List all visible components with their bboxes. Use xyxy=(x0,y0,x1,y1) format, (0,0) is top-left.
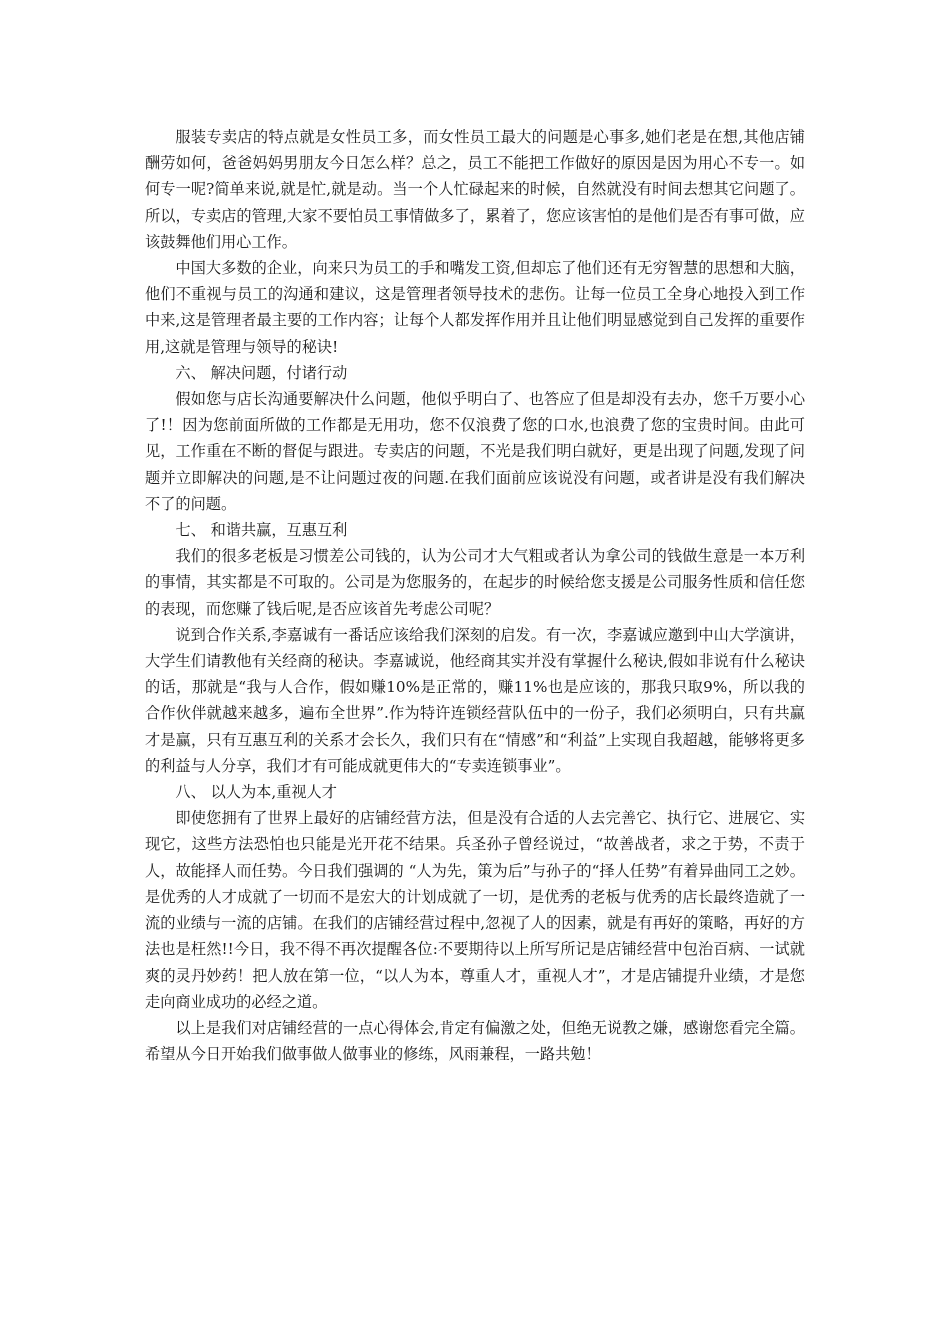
paragraph-company-money: 我们的很多老板是习惯差公司钱的，认为公司才大气粗或者认为拿公司的钱做生意是一本万利的事情，其实都是不可取的。公司是为您服务的，在起步的时候给您支援是公司服务性质和信任您的表现，而您赚了钱后呢,是否应该首先考虑公司呢？ xyxy=(145,547,805,618)
paragraph-conclusion: 以上是我们对店铺经营的一点心得体会,肯定有偏激之处，但绝无说教之嫌，感谢您看完全篇。希望从今日开始我们做事做人做事业的修练，风雨兼程，一路共勉！ xyxy=(145,1018,805,1064)
section-heading-8: 八、 以人为本,重视人才 xyxy=(175,783,337,802)
paragraph-people-first: 即使您拥有了世界上最好的店铺经营方法，但是没有合适的人去完善它、执行它、进展它、实现它，这些方法恐怕也只能是光开花不结果。兵圣孙子曾经说过，“故善战者，求之于势，不责于人，故能择人而任势。今日我们强调的 “人为先，策为后”与孙子的“择人任势”有着异曲同工之妙。是优秀的人才成就了一切而不是宏大的计划成就了一切，是优秀的老板与优秀的店长最终造就了一流的业绩与一流的店铺。在我们的店铺经营过程中,忽视了人的因素，就是有再好的策略，再好的方法也是枉然!!今日，我不得不再次提醒各位:不要期待以上所写所记是店铺经营中包治百病、一试就爽的灵丹妙药！把人放在第一位，“以人为本，尊重人才，重视人才”，才是店铺提升业绩，才是您走向商业成功的必经之道。 xyxy=(145,809,805,1011)
section-heading-6: 六、 解决问题，付诸行动 xyxy=(175,363,348,382)
document-body xyxy=(145,124,805,1067)
section-heading-7: 七、 和谐共赢，互惠互利 xyxy=(175,521,348,540)
paragraph-li-ka-shing: 说到合作关系,李嘉诚有一番话应该给我们深刻的启发。有一次，李嘉诚应邀到中山大学演讲，大学生们请教他有关经商的秘诀。李嘉诚说，他经商其实并没有掌握什么秘诀,假如非说有什么秘诀的话，那就是“我与人合作，假如赚10%是正常的，赚11%也是应该的，那我只取9%，所以我的合作伙伴就越来越多，遍布全世界”.作为特许连锁经营队伍中的一份子，我们必须明白，只有共赢才是赢，只有互惠互利的关系才会长久，我们只有在“情感”和“利益”上实现自我超越，能够将更多的利益与人分享，我们才有可能成就更伟大的“专卖连锁事业”。 xyxy=(145,625,805,775)
paragraph-employee-wisdom: 中国大多数的企业，向来只为员工的手和嘴发工资,但却忘了他们还有无穷智慧的思想和大脑，他们不重视与员工的沟通和建议，这是管理者领导技术的悲伤。让每一位员工全身心地投入到工作中来,这是管理者最主要的工作内容；让每个人都发挥作用并且让他们明显感觉到自己发挥的重要作用,这就是管理与领导的秘诀! xyxy=(145,259,805,356)
paragraph-solve-problems: 假如您与店长沟通要解决什么问题，他似乎明白了、也答应了但是却没有去办，您千万要小心了!！因为您前面所做的工作都是无用功，您不仅浪费了您的口水,也浪费了您的宝贵时间。由此可见，工作重在不断的督促与跟进。专卖店的问题，不光是我们明白就好，更是出现了问题,发现了问题并立即解决的问题,是不让问题过夜的问题.在我们面前应该说没有问题，或者讲是没有我们解决不了的问题。 xyxy=(145,390,805,513)
paragraph-staff-focus: 服装专卖店的特点就是女性员工多，而女性员工最大的问题是心事多,她们老是在想,其他店铺酬劳如何，爸爸妈妈男朋友今日怎么样？总之，员工不能把工作做好的原因是因为用心不专一。如何专一呢?简单来说,就是忙,就是动。当一个人忙碌起来的时候，自然就没有时间去想其它问题了。所以，专卖店的管理,大家不要怕员工事情做多了，累着了，您应该害怕的是他们是否有事可做，应该鼓舞他们用心工作。 xyxy=(145,128,805,251)
